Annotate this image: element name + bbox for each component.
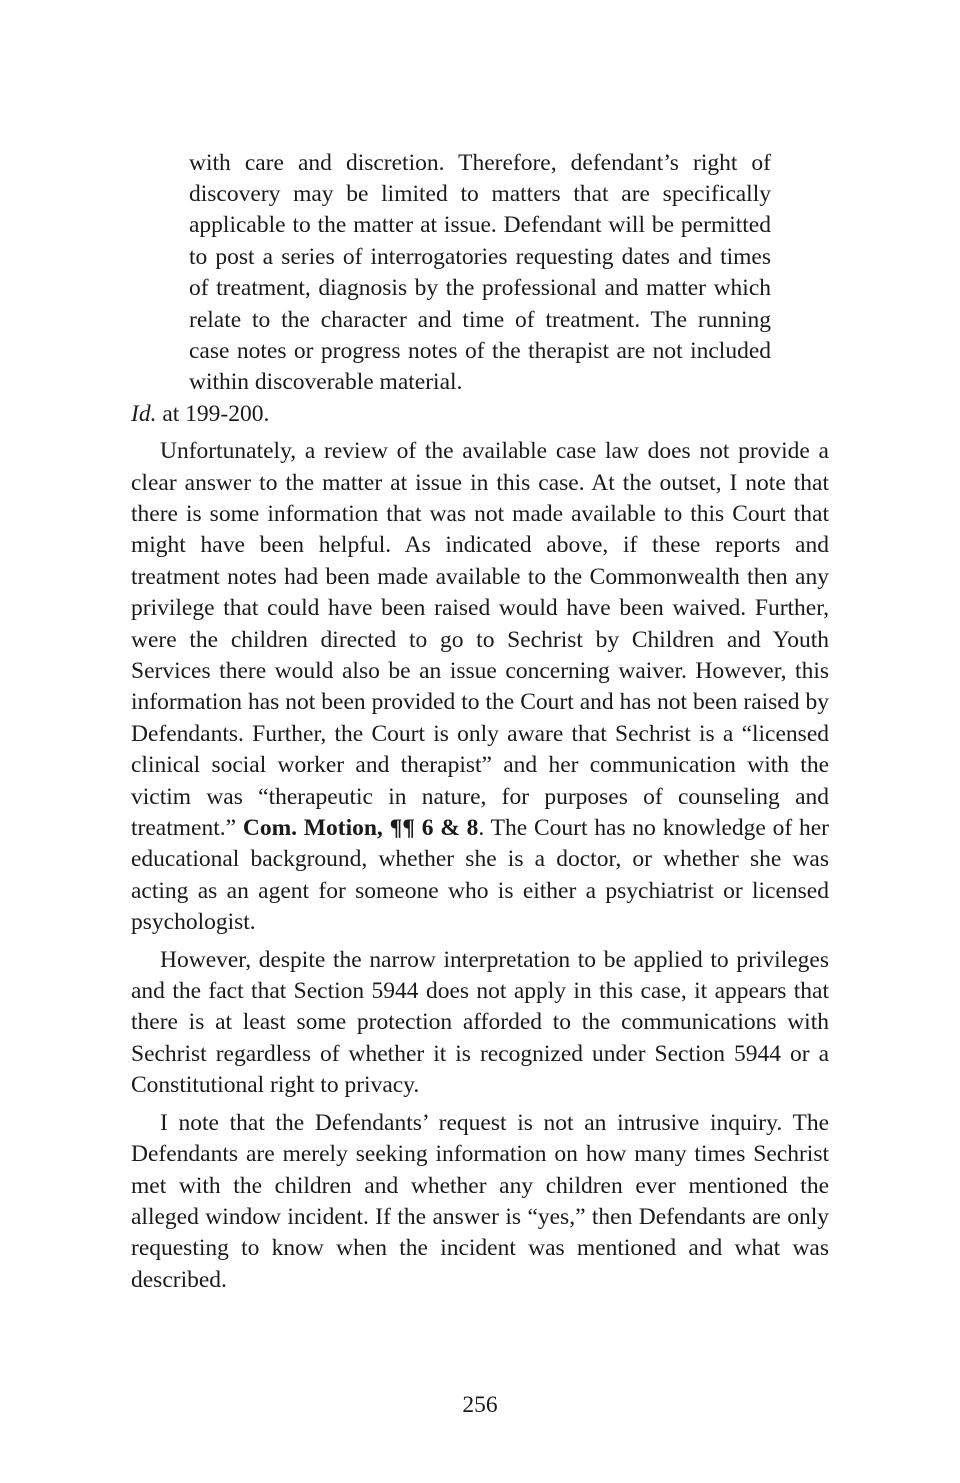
page-body xyxy=(131,124,829,1302)
paragraph-case-law xyxy=(131,436,829,939)
block-quote: with care and discretion. Therefore, defendant’s right of discovery may be limited to matters that are specifically applicable to the matter at issue. Defendant will be permitted to post a series of interrogatories requesting dates and times of treatment, diagnosis by the professional and matter which relate to the character and time of treatment. The running case notes or progress notes of the therapist are not included within discoverable material. xyxy=(189,149,771,396)
motion-reference: Com. Motion, ¶¶ 6 & 8 xyxy=(242,815,479,842)
paragraph-case-law-text: Unfortunately, a review of the available case law does not provide a clear answer to the matter at issue in this case. At the outset, I note that there is some information that was not made available to this Court that might have been helpful. As indicated above, if these reports and treatment notes had been made available to the Commonwealth then any privilege that could have been raised would have been waived. Further, were the children directed to go to Sechrist by Children and Youth Services there would also be an issue concerning waiver. However, this information has not been provided to the Court and has not been raised by Defendants. Further, the Court is only aware that Sechrist is a “licensed clinical social worker and therapist” and her communication with the victim was “therapeutic in nature, for purposes of counseling and treatment.” xyxy=(131,438,829,842)
citation-id: Id. xyxy=(131,400,157,427)
citation-pages: at 199-200. xyxy=(156,400,270,427)
page-number: 256 xyxy=(462,1392,498,1418)
paragraph-request: I note that the Defendants’ request is not an intrusive inquiry. The Defendants are merely seeking information on how many times Sechrist met with the children and whether any children ever mentioned the alleged window incident. If the answer is “yes,” then Defendants are only requesting to know when the incident was mentioned and what was described. xyxy=(131,1109,829,1293)
paragraph-case-law-text-end: . The Court has no knowledge of her educational background, whether she is a doctor, or whether she was acting as an agent for someone who is either a psychiatrist or licensed psychologist. xyxy=(131,815,829,936)
paragraph-privilege: However, despite the narrow interpretation to be applied to privileges and the fact that Section 5944 does not apply in this case, it appears that there is at least some protection afforded to the communications with Sechrist regardless of whether it is recognized under Section 5944 or a Constitutional right to privacy. xyxy=(131,946,829,1099)
citation xyxy=(131,399,829,430)
